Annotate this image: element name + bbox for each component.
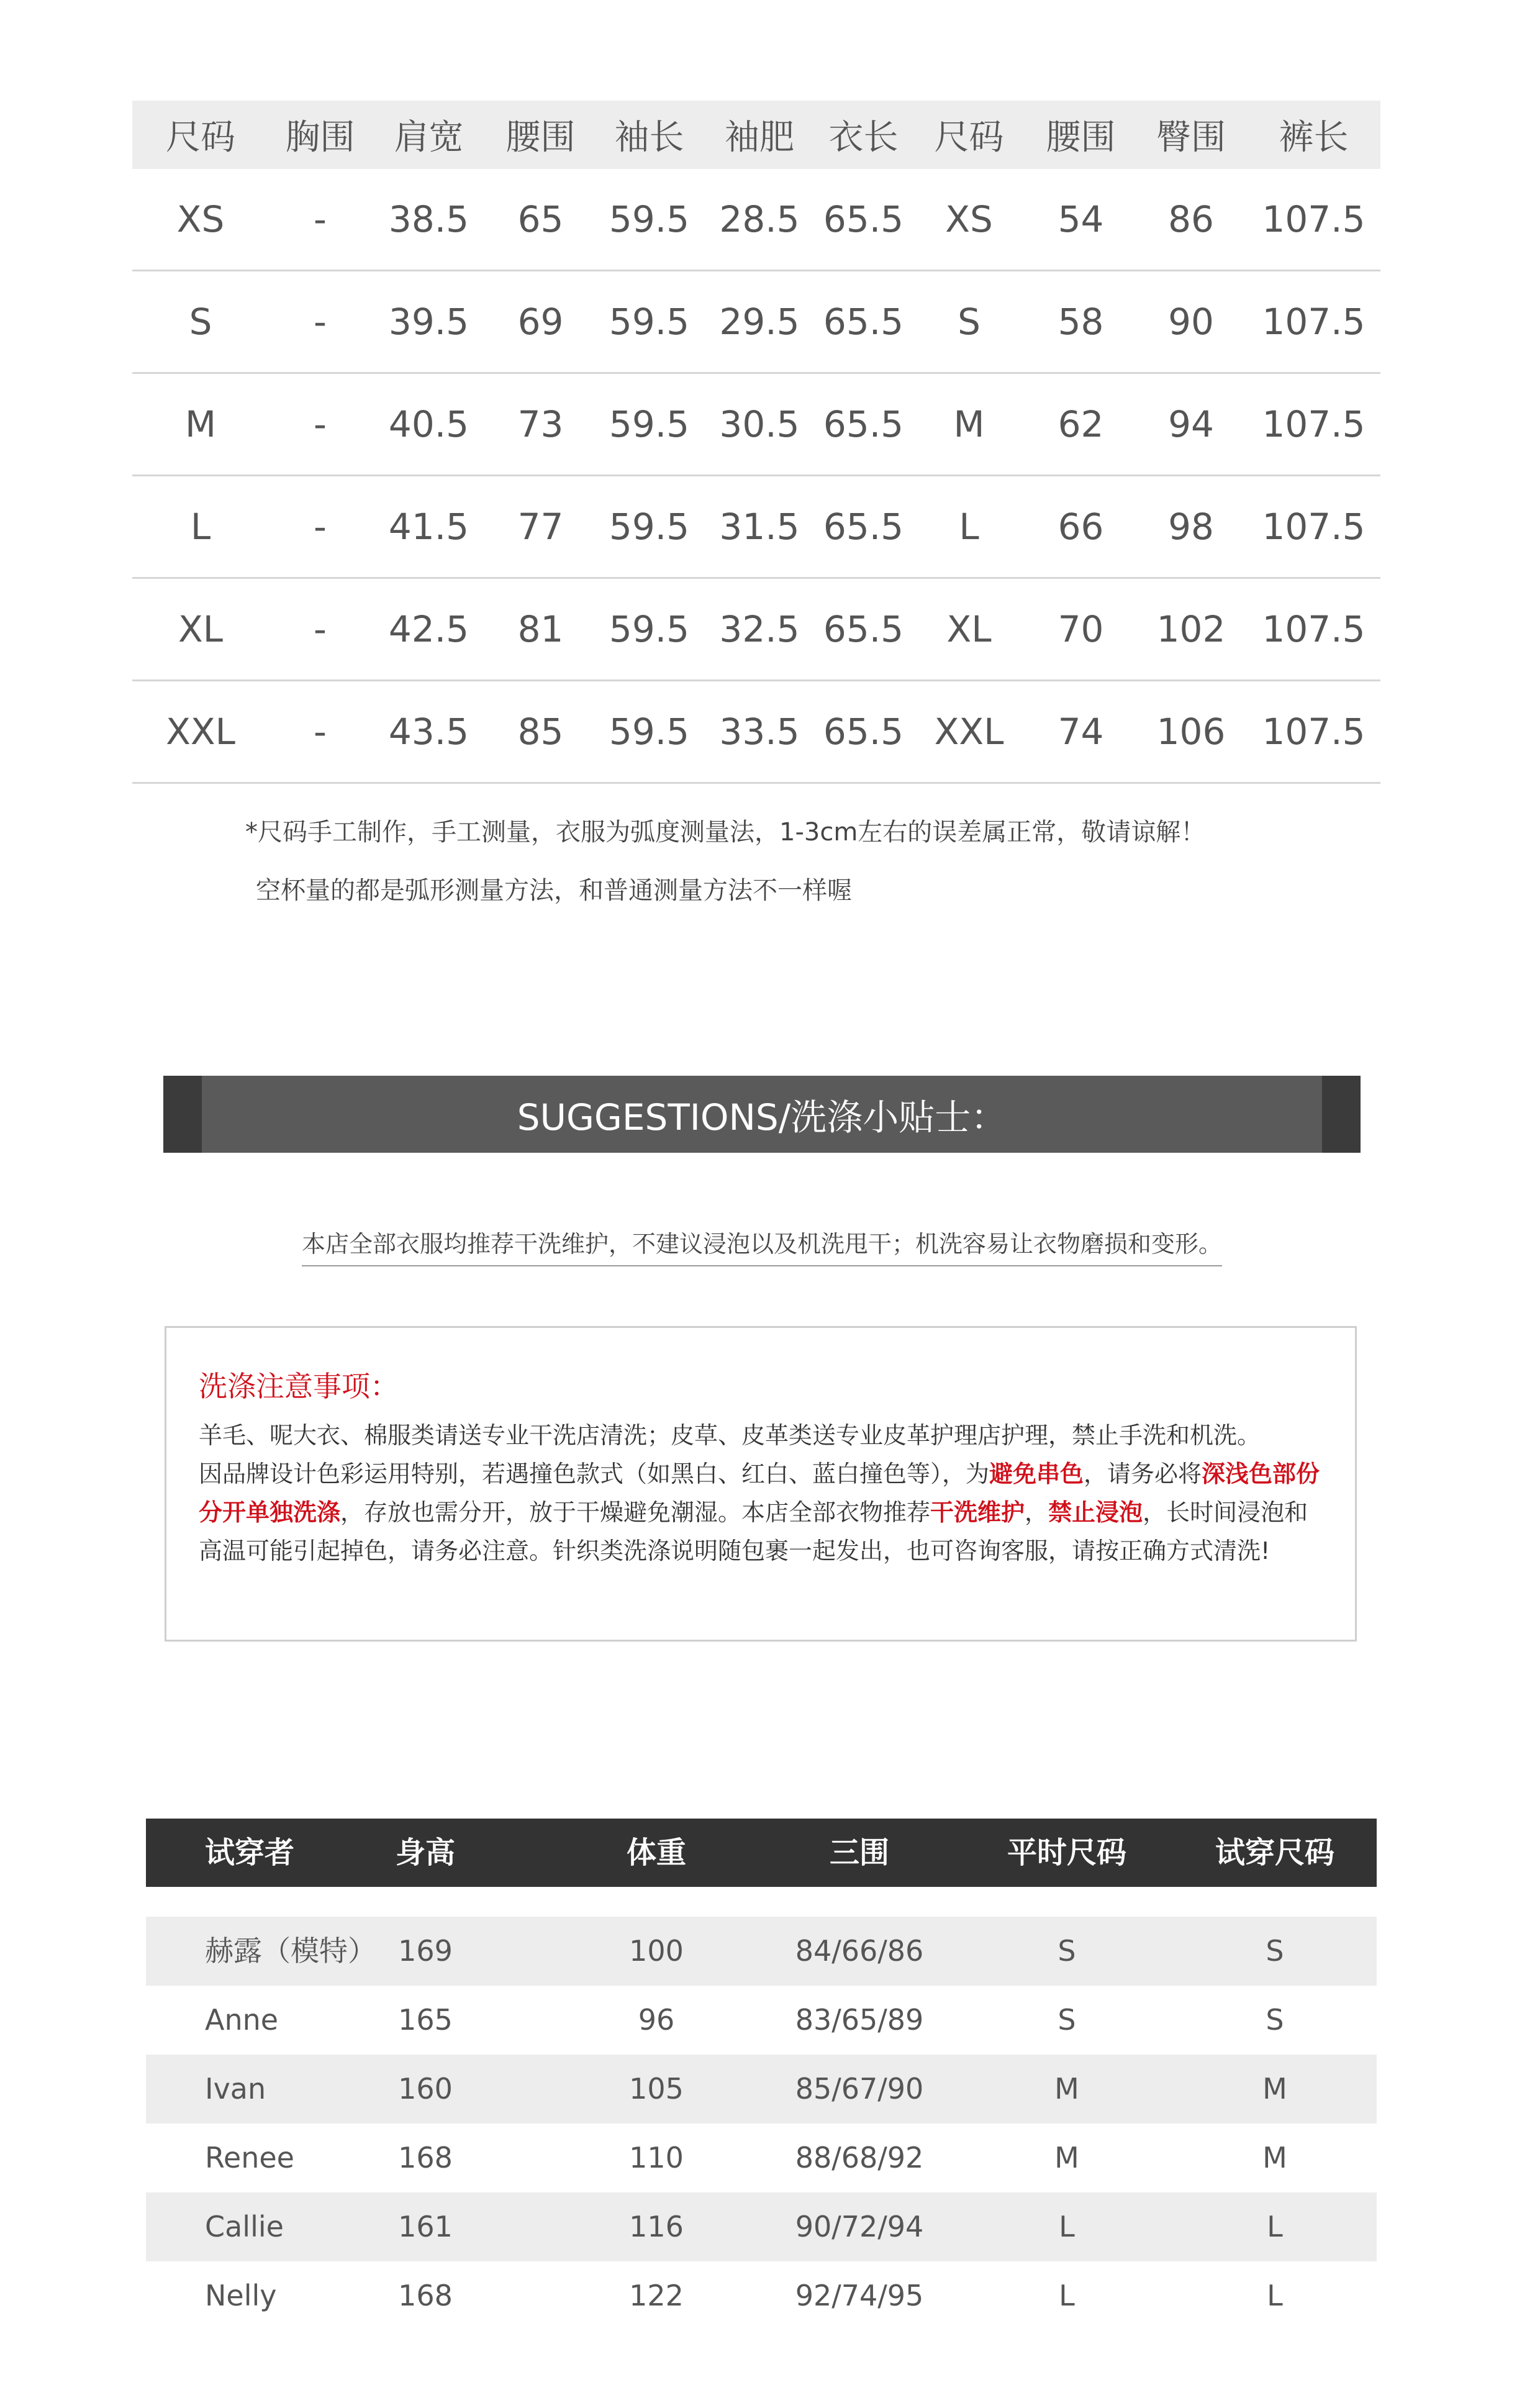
- model-height: 169: [398, 1934, 453, 1968]
- model-measurements: 85/67/90: [795, 2072, 924, 2106]
- model-height: 160: [398, 2072, 453, 2106]
- cell: 66: [1026, 476, 1135, 578]
- cell: XXL: [132, 681, 269, 783]
- cell: XL: [132, 578, 269, 681]
- cell: 107.5: [1247, 476, 1380, 578]
- cell: 69: [486, 271, 595, 373]
- model-weight: 105: [629, 2072, 684, 2106]
- model-name: Renee: [205, 2141, 294, 2174]
- highlight-no-soaking: 禁止浸泡: [1048, 1499, 1143, 1526]
- header-size: 尺码: [132, 101, 269, 169]
- cell: 39.5: [371, 271, 486, 373]
- cell: XXL: [912, 681, 1026, 783]
- header-weight: 体重: [626, 1835, 687, 1870]
- cell: 62: [1026, 373, 1135, 476]
- cell: 65.5: [815, 578, 912, 681]
- model-name: Ivan: [205, 2072, 266, 2106]
- size-chart-table: [132, 101, 1380, 784]
- model-height: 161: [398, 2210, 453, 2243]
- wash-text: ，存放也需分开，放于干燥避免潮湿。本店全部衣物推荐: [340, 1499, 931, 1526]
- cell: XS: [912, 169, 1026, 271]
- cell: -: [269, 373, 371, 476]
- model-weight: 100: [629, 1934, 684, 1968]
- model-tried-size: M: [1262, 2072, 1287, 2106]
- measurement-note: *尺码手工制作，手工测量，衣服为弧度测量法，1-3cm左右的误差属正常，敬请谅解！: [245, 818, 1206, 847]
- highlight-avoid-color-bleed: 避免串色: [989, 1460, 1084, 1488]
- wash-text: ，: [1025, 1499, 1049, 1526]
- header-pants-length: 裤长: [1247, 101, 1380, 169]
- model-measurements: 92/74/95: [795, 2279, 924, 2312]
- header-usual-size: 平时尺码: [1007, 1835, 1127, 1870]
- wash-notes-box: [165, 1326, 1357, 1642]
- model-tried-size: M: [1262, 2141, 1287, 2174]
- table-row: [146, 2055, 1377, 2124]
- size-row-xs: [132, 169, 1380, 271]
- cell: 90: [1135, 271, 1247, 373]
- cell: 86: [1135, 169, 1247, 271]
- model-weight: 122: [629, 2279, 684, 2312]
- table-row: [146, 2124, 1377, 2192]
- model-usual-size: S: [1058, 2003, 1076, 2037]
- cell: 65.5: [815, 271, 912, 373]
- cell: 65: [486, 169, 595, 271]
- cell: 65.5: [815, 476, 912, 578]
- header-sleeve-width: 袖肥: [704, 101, 815, 169]
- model-tried-size: L: [1267, 2210, 1283, 2243]
- wash-text-line1: 羊毛、呢大衣、棉服类请送专业干洗店清洗；皮草、皮革类送专业皮革护理店护理，禁止手洗和机洗。: [199, 1422, 1261, 1449]
- highlight-dry-clean: 干洗维护: [930, 1499, 1025, 1526]
- cell: 32.5: [704, 578, 815, 681]
- cell: 33.5: [704, 681, 815, 783]
- cell: 85: [486, 681, 595, 783]
- cell: 65.5: [815, 373, 912, 476]
- cell: -: [269, 681, 371, 783]
- cell: 38.5: [371, 169, 486, 271]
- wash-text: ，请务必将: [1084, 1460, 1202, 1488]
- size-row-m: [132, 373, 1380, 476]
- dry-clean-recommendation: 本店全部衣服均推荐干洗维护，不建议浸泡以及机洗甩干；机洗容易让衣物磨损和变形。: [302, 1225, 1222, 1266]
- header-measurements: 三围: [829, 1835, 890, 1870]
- cell: L: [912, 476, 1026, 578]
- model-usual-size: L: [1059, 2210, 1075, 2243]
- wash-notes-title: 洗涤注意事项：: [199, 1370, 399, 1403]
- table-row: [146, 2192, 1377, 2261]
- cell: 74: [1026, 681, 1135, 783]
- cell: 40.5: [371, 373, 486, 476]
- cell: 81: [486, 578, 595, 681]
- model-tried-size: L: [1267, 2279, 1283, 2312]
- cell: XL: [912, 578, 1026, 681]
- model-table-body: [146, 1917, 1377, 2330]
- cell: 28.5: [704, 169, 815, 271]
- header-waist: 腰围: [486, 101, 595, 169]
- model-name: Anne: [205, 2003, 279, 2037]
- cell: 73: [486, 373, 595, 476]
- model-height: 168: [398, 2141, 453, 2174]
- cell: 43.5: [371, 681, 486, 783]
- suggestions-banner: [163, 1076, 1361, 1153]
- header-shoulder: 肩宽: [371, 101, 486, 169]
- cell: L: [132, 476, 269, 578]
- cell: 107.5: [1247, 373, 1380, 476]
- header-pants-waist: 腰围: [1026, 101, 1135, 169]
- header-top-length: 衣长: [815, 101, 912, 169]
- size-chart-header-row: [132, 101, 1380, 169]
- table-row: [146, 1986, 1377, 2055]
- cell: 106: [1135, 681, 1247, 783]
- cell: S: [912, 271, 1026, 373]
- table-row: [146, 2261, 1377, 2330]
- model-table-header: [146, 1819, 1377, 1887]
- size-row-xl: [132, 578, 1380, 681]
- cell: -: [269, 578, 371, 681]
- cell: 65.5: [815, 681, 912, 783]
- cell: 107.5: [1247, 169, 1380, 271]
- size-row-s: [132, 271, 1380, 373]
- size-row-l: [132, 476, 1380, 578]
- wash-text: ，长时间浸泡和高温可能引起掉色，请务必注意。针织类洗涤说明随包裹一起发出，也可咨询客服，请按正确方式清洗!: [199, 1499, 1308, 1565]
- cell: 107.5: [1247, 578, 1380, 681]
- cell: 54: [1026, 169, 1135, 271]
- header-sleeve-length: 袖长: [595, 101, 704, 169]
- suggestions-title: SUGGESTIONS/洗涤小贴士：: [202, 1076, 1322, 1153]
- model-usual-size: M: [1054, 2072, 1079, 2106]
- wash-notes-text: [199, 1416, 1329, 1570]
- model-measurements: 88/68/92: [795, 2141, 924, 2174]
- header-hip: 臀围: [1135, 101, 1247, 169]
- header-bust: 胸围: [269, 101, 371, 169]
- cell: 102: [1135, 578, 1247, 681]
- model-usual-size: L: [1059, 2279, 1075, 2312]
- cell: 42.5: [371, 578, 486, 681]
- cell: 107.5: [1247, 271, 1380, 373]
- table-row: [146, 1917, 1377, 1986]
- cell: 30.5: [704, 373, 815, 476]
- wash-text: 因品牌设计色彩运用特别，若遇撞色款式（如黑白、红白、蓝白撞色等），为: [199, 1460, 990, 1488]
- model-measurements: 84/66/86: [795, 1934, 924, 1968]
- cell: 77: [486, 476, 595, 578]
- model-usual-size: S: [1058, 1934, 1076, 1968]
- cell: M: [132, 373, 269, 476]
- cell: S: [132, 271, 269, 373]
- cell: 31.5: [704, 476, 815, 578]
- cell: -: [269, 476, 371, 578]
- cell: 59.5: [595, 169, 704, 271]
- model-usual-size: M: [1054, 2141, 1079, 2174]
- cell: -: [269, 271, 371, 373]
- model-weight: 110: [629, 2141, 684, 2174]
- model-tried-size: S: [1266, 2003, 1284, 2037]
- cell: -: [269, 169, 371, 271]
- header-model: 试穿者: [205, 1835, 295, 1870]
- model-weight: 116: [629, 2210, 684, 2243]
- cup-measurement-note: 空杯量的都是弧形测量方法，和普通测量方法不一样喔: [256, 876, 852, 905]
- header-height: 身高: [395, 1835, 456, 1870]
- cell: 59.5: [595, 578, 704, 681]
- size-row-xxl: [132, 681, 1380, 783]
- model-weight: 96: [638, 2003, 675, 2037]
- cell: M: [912, 373, 1026, 476]
- cell: 58: [1026, 271, 1135, 373]
- model-name: 赫露（模特）: [205, 1934, 376, 1968]
- model-height: 168: [398, 2279, 453, 2312]
- model-name: Callie: [205, 2210, 284, 2243]
- highlight-separate-colors: 深浅色部份分开单独洗涤: [199, 1460, 1320, 1526]
- model-measurements: 90/72/94: [795, 2210, 924, 2243]
- cell: XS: [132, 169, 269, 271]
- cell: 107.5: [1247, 681, 1380, 783]
- cell: 59.5: [595, 476, 704, 578]
- cell: 70: [1026, 578, 1135, 681]
- header-tried-size: 试穿尺码: [1215, 1835, 1335, 1870]
- header-pants-size: 尺码: [912, 101, 1026, 169]
- cell: 59.5: [595, 681, 704, 783]
- cell: 41.5: [371, 476, 486, 578]
- cell: 29.5: [704, 271, 815, 373]
- model-measurements: 83/65/89: [795, 2003, 924, 2037]
- model-tried-size: S: [1266, 1934, 1284, 1968]
- cell: 94: [1135, 373, 1247, 476]
- cell: 65.5: [815, 169, 912, 271]
- model-name: Nelly: [205, 2279, 277, 2312]
- cell: 59.5: [595, 373, 704, 476]
- cell: 59.5: [595, 271, 704, 373]
- model-height: 165: [398, 2003, 453, 2037]
- cell: 98: [1135, 476, 1247, 578]
